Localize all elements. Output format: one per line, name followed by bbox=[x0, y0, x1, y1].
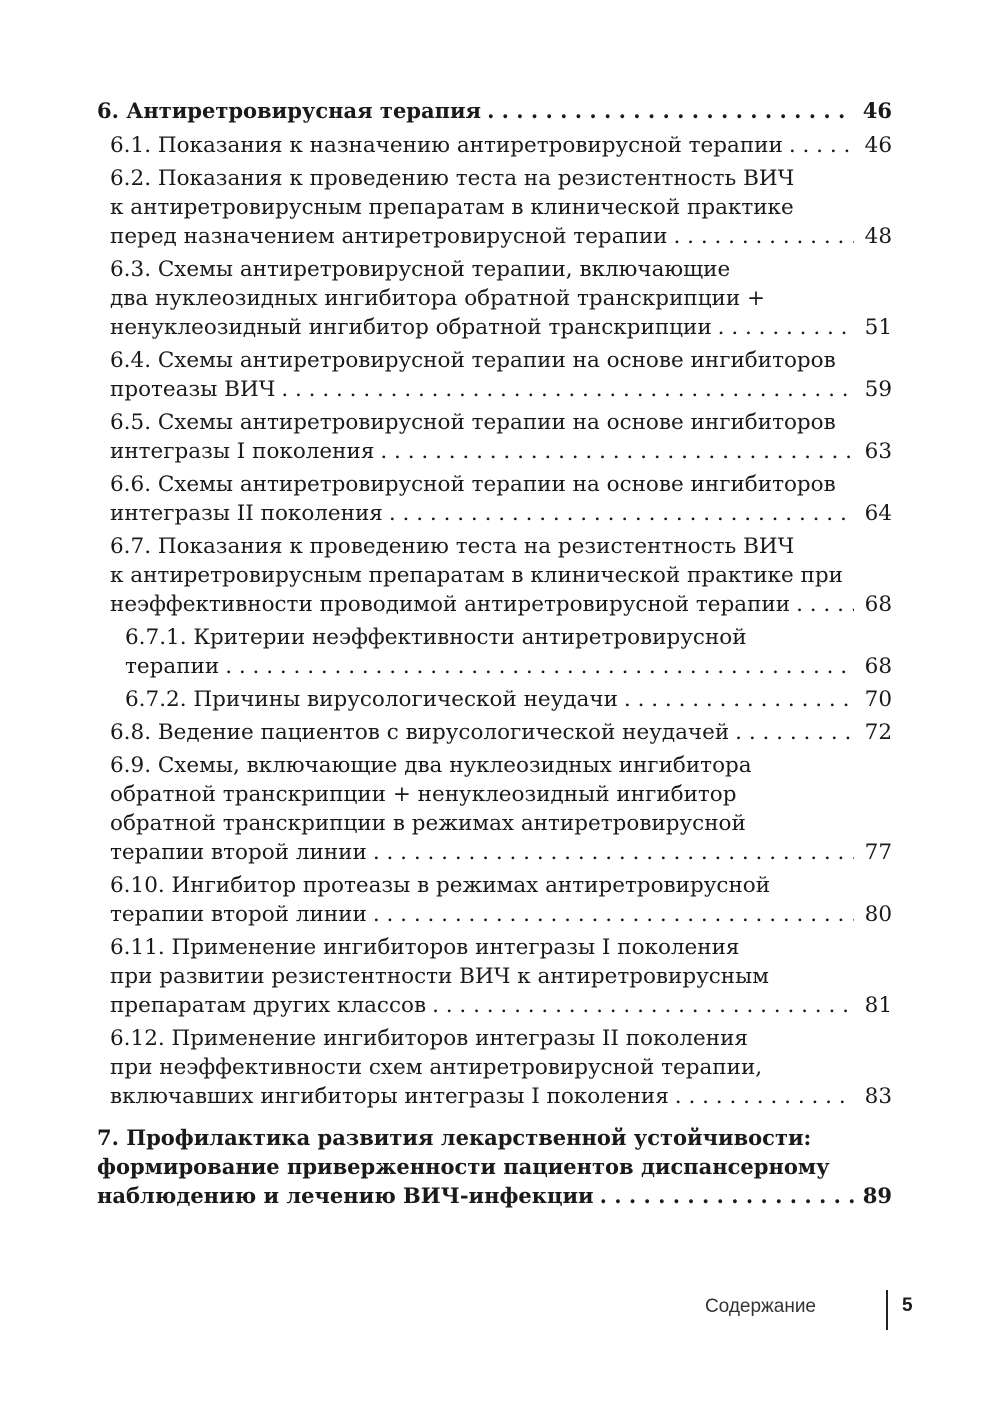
toc-page-number: 83 bbox=[864, 1084, 892, 1109]
toc-entry bbox=[97, 408, 892, 466]
toc-entry-line bbox=[110, 809, 892, 838]
toc-page-number: 89 bbox=[862, 1183, 892, 1208]
toc-entry-line bbox=[110, 991, 892, 1020]
toc-page-number: 70 bbox=[864, 687, 892, 712]
dot-leader bbox=[600, 1181, 854, 1210]
toc-entry-text: при развитии резистентности ВИЧ к антиретровирусным bbox=[110, 964, 769, 989]
toc-entry-line bbox=[110, 900, 892, 929]
toc-entry-text: ненуклеозидный ингибитор обратной транскрипции bbox=[110, 315, 712, 340]
toc-entry-text: 6.12. Применение ингибиторов интегразы II поколения bbox=[110, 1026, 748, 1051]
toc-entry-line bbox=[110, 962, 892, 991]
toc-entry bbox=[97, 255, 892, 342]
toc-entry-text: 6.2. Показания к проведению теста на резистентность ВИЧ bbox=[110, 166, 795, 191]
toc-entry-text: 6.6. Схемы антиретровирусной терапии на основе ингибиторов bbox=[110, 472, 836, 497]
toc-entry-line bbox=[110, 1053, 892, 1082]
toc-entry-text: при неэффективности схем антиретровирусной терапии, bbox=[110, 1055, 763, 1080]
toc-entry bbox=[97, 751, 892, 867]
toc-entry-text: 6.10. Ингибитор протеазы в режимах антиретровирусной bbox=[110, 873, 771, 898]
toc-entry-line bbox=[110, 437, 892, 466]
toc-entry-text: интегразы I поколения bbox=[110, 439, 375, 464]
dot-leader bbox=[373, 900, 854, 929]
dot-leader bbox=[718, 313, 854, 342]
toc-entry bbox=[97, 871, 892, 929]
toc-entry bbox=[97, 532, 892, 619]
toc-entry-text: 6.9. Схемы, включающие два нуклеозидных ингибитора bbox=[110, 753, 752, 778]
footer-section-label: Содержание bbox=[704, 1296, 816, 1317]
toc-entry-text: 6.3. Схемы антиретровирусной терапии, включающие bbox=[110, 257, 731, 282]
toc-entry-line bbox=[110, 375, 892, 404]
toc-entry-line bbox=[110, 131, 892, 160]
toc-entry bbox=[97, 1123, 892, 1210]
toc-entry-line bbox=[97, 96, 892, 125]
toc-entry-text: два нуклеозидных ингибитора обратной транскрипции + bbox=[110, 286, 766, 311]
toc-entry-line bbox=[110, 193, 892, 222]
toc-entry-line bbox=[110, 346, 892, 375]
dot-leader bbox=[373, 838, 854, 867]
toc-entry-line bbox=[110, 470, 892, 499]
toc-page-number: 46 bbox=[862, 98, 892, 123]
toc-entry-line bbox=[110, 164, 892, 193]
toc-entry-text: включавших ингибиторы интегразы I поколения bbox=[110, 1084, 669, 1109]
toc-page-number: 46 bbox=[864, 133, 892, 158]
toc-entry-text: терапии второй линии bbox=[110, 902, 367, 927]
toc-entry-line bbox=[110, 838, 892, 867]
toc-entry-text: 6.4. Схемы антиретровирусной терапии на основе ингибиторов bbox=[110, 348, 836, 373]
toc-entry-line bbox=[97, 1181, 892, 1210]
toc-entry-line bbox=[110, 1082, 892, 1111]
toc-entry-line bbox=[110, 718, 892, 747]
toc-entry-text: 6.7.1. Критерии неэффективности антиретровирусной bbox=[125, 625, 747, 650]
page-footer bbox=[704, 1290, 940, 1330]
dot-leader bbox=[487, 96, 854, 125]
dot-leader bbox=[225, 652, 854, 681]
toc-entry-line bbox=[110, 284, 892, 313]
toc-entry-text: 6.1. Показания к назначению антиретровирусной терапии bbox=[110, 133, 783, 158]
dot-leader bbox=[796, 590, 854, 619]
toc-entry-line bbox=[110, 255, 892, 284]
toc-entry-text: 6.5. Схемы антиретровирусной терапии на основе ингибиторов bbox=[110, 410, 836, 435]
toc-entry-text: формирование приверженности пациентов диспансерному bbox=[97, 1154, 830, 1179]
toc-page-number: 68 bbox=[864, 592, 892, 617]
dot-leader bbox=[675, 1082, 854, 1111]
toc-entry-text: 6.8. Ведение пациентов с вирусологической неудачей bbox=[110, 720, 730, 745]
toc-page-number: 51 bbox=[864, 315, 892, 340]
toc-entry bbox=[97, 96, 892, 125]
toc-entry-line bbox=[110, 590, 892, 619]
toc-entry bbox=[97, 470, 892, 528]
toc-entry-text: наблюдению и лечению ВИЧ-инфекции bbox=[97, 1183, 594, 1208]
table-of-contents bbox=[97, 96, 892, 1214]
dot-leader bbox=[432, 991, 854, 1020]
toc-entry-line bbox=[125, 652, 892, 681]
toc-entry-line bbox=[97, 1152, 892, 1181]
dot-leader bbox=[389, 499, 854, 528]
toc-entry-text: 6. Антиретровирусная терапия bbox=[97, 98, 482, 123]
toc-page-number: 81 bbox=[864, 993, 892, 1018]
dot-leader bbox=[281, 375, 854, 404]
toc-entry-line bbox=[110, 499, 892, 528]
toc-entry-text: неэффективности проводимой антиретровирусной терапии bbox=[110, 592, 791, 617]
toc-page-number: 77 bbox=[864, 840, 892, 865]
toc-page-number: 80 bbox=[864, 902, 892, 927]
dot-leader bbox=[735, 718, 854, 747]
toc-entry-line bbox=[110, 532, 892, 561]
toc-entry bbox=[97, 131, 892, 160]
toc-entry-text: 6.7. Показания к проведению теста на резистентность ВИЧ bbox=[110, 534, 795, 559]
toc-entry bbox=[97, 718, 892, 747]
toc-entry-text: протеазы ВИЧ bbox=[110, 377, 276, 402]
dot-leader bbox=[624, 685, 854, 714]
toc-entry bbox=[97, 346, 892, 404]
toc-page-number: 59 bbox=[864, 377, 892, 402]
toc-entry-line bbox=[110, 933, 892, 962]
toc-entry-line bbox=[110, 408, 892, 437]
toc-entry-line bbox=[125, 623, 892, 652]
toc-entry-text: 6.11. Применение ингибиторов интегразы I поколения bbox=[110, 935, 740, 960]
toc-page-number: 63 bbox=[864, 439, 892, 464]
toc-entry bbox=[97, 164, 892, 251]
footer-divider bbox=[886, 1290, 888, 1330]
toc-entry-line bbox=[97, 1123, 892, 1152]
dot-leader bbox=[380, 437, 854, 466]
toc-entry-text: терапии bbox=[125, 654, 220, 679]
dot-leader bbox=[789, 131, 854, 160]
toc-entry-line bbox=[125, 685, 892, 714]
toc-entry-line bbox=[110, 222, 892, 251]
toc-entry-text: 6.7.2. Причины вирусологической неудачи bbox=[125, 687, 618, 712]
toc-entry-text: обратной транскрипции + ненуклеозидный ингибитор bbox=[110, 782, 737, 807]
toc-entry-line bbox=[110, 1024, 892, 1053]
toc-page-number: 64 bbox=[864, 501, 892, 526]
toc-entry-line bbox=[110, 871, 892, 900]
page-number: 5 bbox=[902, 1295, 913, 1316]
toc-entry-text: интегразы II поколения bbox=[110, 501, 383, 526]
toc-page-number: 72 bbox=[864, 720, 892, 745]
toc-entry-line bbox=[110, 751, 892, 780]
toc-entry-text: 7. Профилактика развития лекарственной устойчивости: bbox=[97, 1125, 812, 1150]
toc-entry bbox=[97, 685, 892, 714]
toc-entry-line bbox=[110, 561, 892, 590]
toc-entry-text: препаратам других классов bbox=[110, 993, 427, 1018]
toc-entry-text: обратной транскрипции в режимах антиретровирусной bbox=[110, 811, 746, 836]
toc-entry-text: к антиретровирусным препаратам в клинической практике при bbox=[110, 563, 843, 588]
toc-entry bbox=[97, 933, 892, 1020]
toc-entry-line bbox=[110, 780, 892, 809]
toc-entry bbox=[97, 623, 892, 681]
dot-leader bbox=[674, 222, 855, 251]
toc-entry-text: терапии второй линии bbox=[110, 840, 367, 865]
toc-entry bbox=[97, 1024, 892, 1111]
toc-page-number: 68 bbox=[864, 654, 892, 679]
toc-page-number: 48 bbox=[864, 224, 892, 249]
toc-entry-text: перед назначением антиретровирусной терапии bbox=[110, 224, 668, 249]
toc-entry-text: к антиретровирусным препаратам в клинической практике bbox=[110, 195, 794, 220]
toc-entry-line bbox=[110, 313, 892, 342]
